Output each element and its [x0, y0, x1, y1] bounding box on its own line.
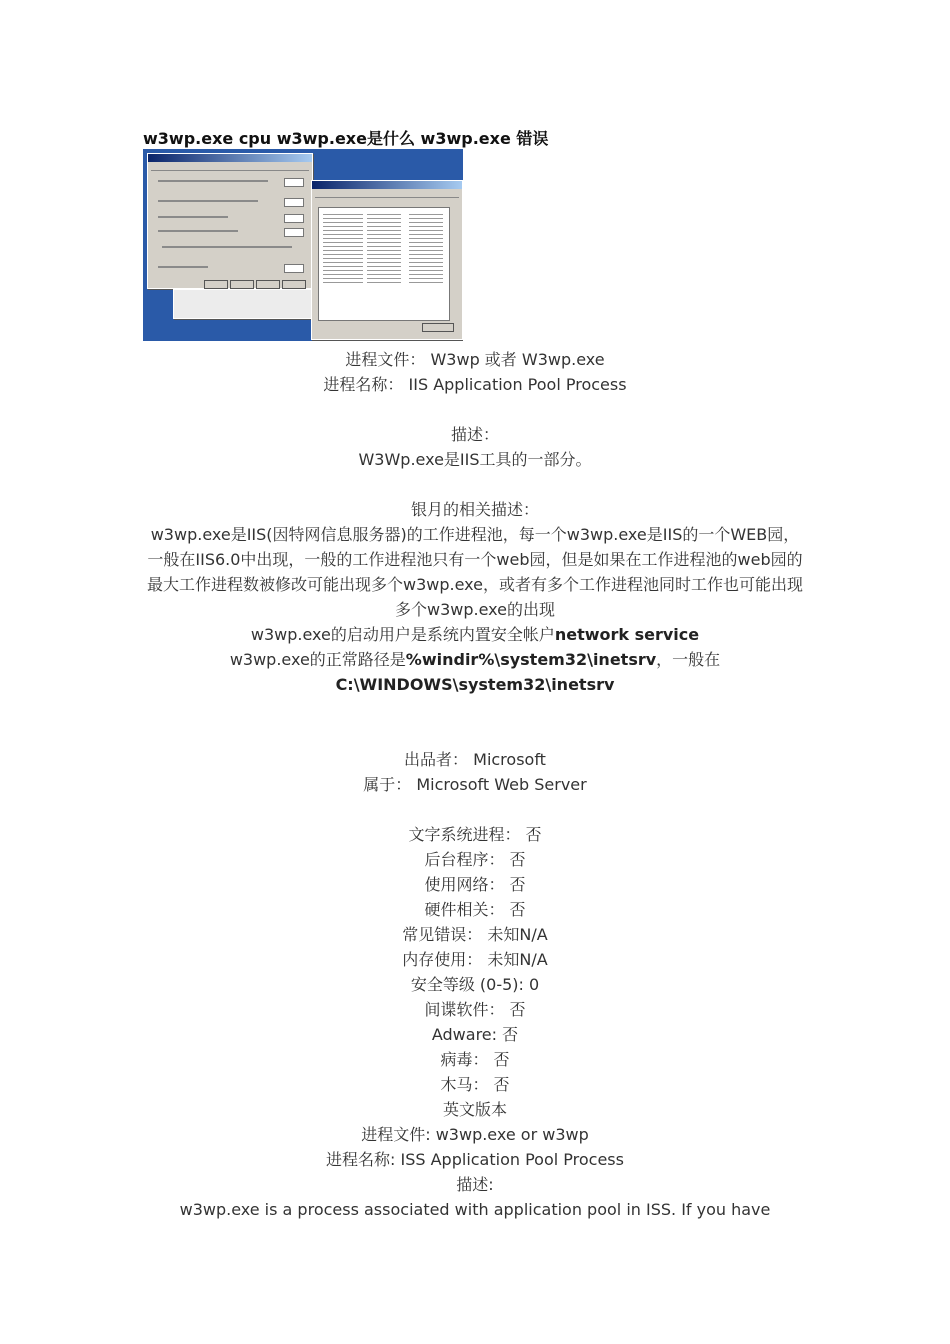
adware-line: Adware: 否 — [431, 1025, 519, 1044]
normal-path-prefix: w3wp.exe的正常路径是 — [229, 650, 406, 669]
process-file-line: 进程文件： W3wp 或者 W3wp.exe — [345, 350, 605, 369]
trojan-line: 木马： 否 — [440, 1075, 510, 1094]
normal-path-value: %windir%\system32\inetsrv — [405, 650, 657, 669]
screenshot-image — [143, 149, 463, 341]
document-title: w3wp.exe cpu w3wp.exe是什么 w3wp.exe 错误 — [143, 129, 549, 148]
hardware-related-line: 硬件相关： 否 — [424, 900, 526, 919]
background-program-line: 后台程序： 否 — [424, 850, 526, 869]
virus-line: 病毒： 否 — [440, 1050, 510, 1069]
description-label: 描述： — [450, 425, 499, 444]
startup-user-account: network service — [554, 625, 700, 644]
process-name-line: 进程名称： IIS Application Pool Process — [323, 375, 627, 394]
task-manager-window — [311, 180, 463, 340]
belongs-to-line: 属于： Microsoft Web Server — [363, 775, 587, 794]
common-errors-line: 常见错误： 未知N/A — [402, 925, 548, 944]
publisher-line: 出品者： Microsoft — [404, 750, 546, 769]
document-body — [143, 347, 807, 1222]
startup-user-line — [143, 622, 807, 647]
english-description-text: w3wp.exe is a process associated with application pool in ISS. If you have — [179, 1200, 771, 1219]
memory-usage-line: 内存使用： 未知N/A — [402, 950, 548, 969]
english-process-file-line: 进程文件: w3wp.exe or w3wp — [361, 1125, 589, 1144]
yinyue-description-paragraph: w3wp.exe是IIS(因特网信息服务器)的工作进程池，每一个w3wp.exe是IIS的一个WEB园，一般在IIS6.0中出现，一般的工作进程池只有一个web园，但是如果在工作进程池的web园的最大工作进程数被修改可能出现多个w3wp.exe，或者有多个工作进程池同时工作也可能出现多个w3wp.exe的出现 — [147, 525, 803, 619]
description-text: W3Wp.exe是IIS工具的一部分。 — [358, 450, 592, 469]
properties-dialog — [147, 153, 313, 289]
security-level-line: 安全等级 (0-5): 0 — [410, 975, 540, 994]
spyware-line: 间谍软件： 否 — [424, 1000, 526, 1019]
startup-user-prefix: w3wp.exe的启动用户是系统内置安全帐户 — [250, 625, 555, 644]
english-process-name-line: 进程名称: ISS Application Pool Process — [326, 1150, 624, 1169]
uses-network-line: 使用网络： 否 — [424, 875, 526, 894]
english-version-heading: 英文版本 — [442, 1100, 507, 1119]
normal-path-line — [143, 647, 807, 697]
english-description-label: 描述: — [456, 1175, 494, 1194]
normal-path-mid: ，一般在 — [656, 650, 721, 669]
system-process-line: 文字系统进程： 否 — [408, 825, 542, 844]
normal-path-full: C:\WINDOWS\system32\inetsrv — [335, 675, 615, 694]
yinyue-description-label: 银月的相关描述： — [410, 500, 539, 519]
